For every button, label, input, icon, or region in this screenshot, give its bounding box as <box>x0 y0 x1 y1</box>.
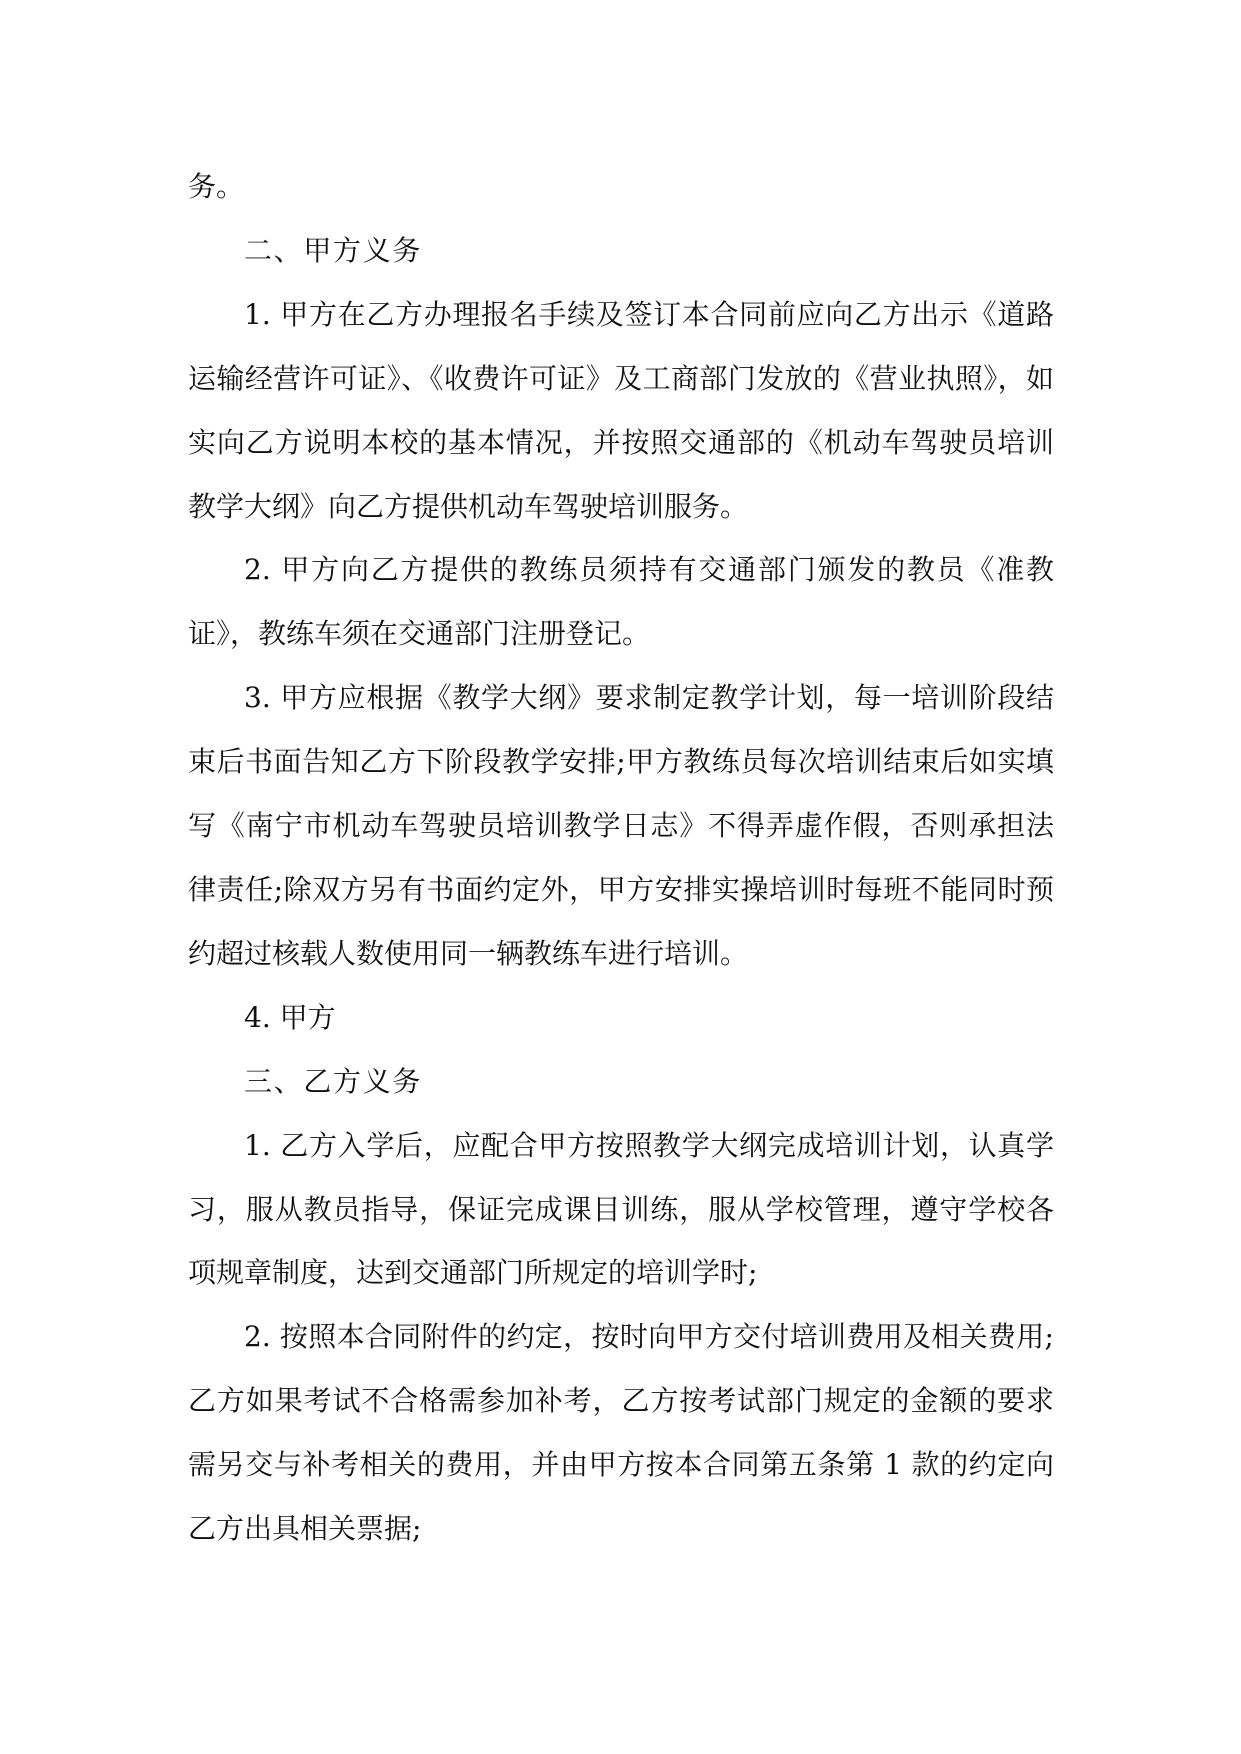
paragraph-a3: 3. 甲方应根据《教学大纲》要求制定教学计划，每一培训阶段结束后书面告知乙方下阶段教学安排;甲方教练员每次培训结束后如实填写《南宁市机动车驾驶员培训教学日志》不得弄虚作假，否则承担法律责任;除双方另有书面约定外，甲方安排实操培训时每班不能同时预约超过核载人数使用同一辆教练车进行培训。 <box>188 681 1054 970</box>
paragraph-b2: 2. 按照本合同附件的约定，按时向甲方交付培训费用及相关费用;乙方如果考试不合格需参加补考，乙方按考试部门规定的金额的要求需另交与补考相关的费用，并由甲方按本合同第五条第 1 款的约定向乙方出具相关票据; <box>188 1320 1054 1546</box>
section-heading-party-b-obligations: 三、乙方义务 <box>244 1064 423 1098</box>
paragraph-a1: 1. 甲方在乙方办理报名手续及签订本合同前应向乙方出示《道路运输经营许可证》、《收费许可证》及工商部门发放的《营业执照》，如实向乙方说明本校的基本情况，并按照交通部的《机动车驾驶员培训教学大纲》向乙方提供机动车驾驶培训服务。 <box>188 297 1054 523</box>
section-heading-party-a-obligations: 二、甲方义务 <box>244 233 423 267</box>
paragraph-a2: 2. 甲方向乙方提供的教练员须持有交通部门颁发的教员《准教证》，教练车须在交通部门注册登记。 <box>188 553 1054 651</box>
paragraph-continuation: 务。 <box>188 170 245 203</box>
paragraph-a4: 4. 甲方 <box>244 1000 336 1034</box>
paragraph-b1: 1. 乙方入学后，应配合甲方按照教学大纲完成培训计划，认真学习，服从教员指导，保证完成课目训练，服从学校管理，遵守学校各项规章制度，达到交通部门所规定的培训学时; <box>188 1128 1054 1290</box>
document-page <box>188 155 1054 1561</box>
